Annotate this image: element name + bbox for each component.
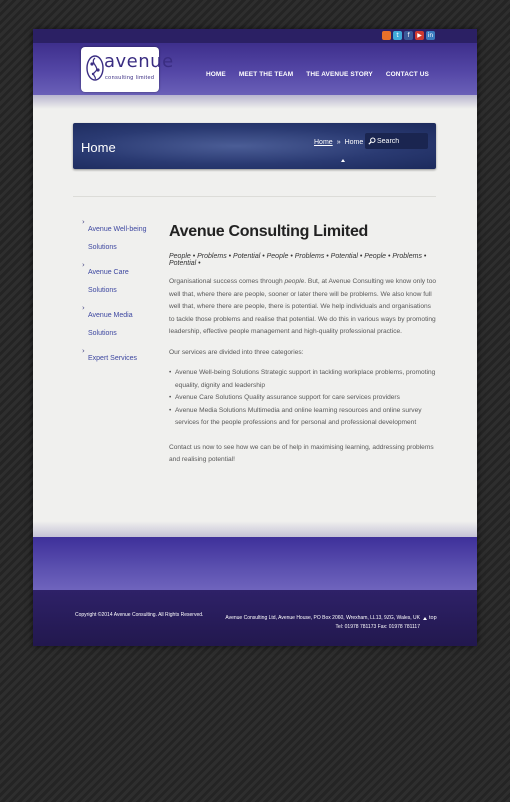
logo-name: avenue bbox=[104, 51, 174, 72]
service-text: Avenue Well-being Solutions Strategic support in tackling workplace problems, promoting equality, dignity and leadership bbox=[175, 369, 436, 389]
services-list bbox=[169, 367, 437, 430]
sidebar-item-label[interactable]: Avenue Care Solutions bbox=[88, 269, 129, 294]
page-title-bar bbox=[73, 123, 436, 169]
footer-address bbox=[225, 614, 420, 632]
arrow-up-icon bbox=[423, 617, 427, 620]
logo-mark-icon bbox=[86, 55, 104, 81]
sidebar-item-care[interactable] bbox=[82, 261, 152, 297]
content-title: Avenue Consulting Limited bbox=[169, 223, 369, 240]
breadcrumb-separator: » bbox=[336, 139, 341, 146]
sidebar-item-expert-services[interactable] bbox=[82, 347, 152, 365]
address-line: Avenue Consulting Ltd, Avenue House, PO Box 2060, Wrexham, LL13, 9ZG, Wales, UK bbox=[225, 615, 420, 621]
copyright: Copyright ©2014 Avenue Consulting. All Rights Reserved. bbox=[75, 612, 204, 618]
chevron-right-icon: › bbox=[82, 304, 85, 312]
rss-icon[interactable] bbox=[382, 31, 391, 40]
linkedin-icon[interactable]: in bbox=[427, 32, 434, 39]
twitter-icon[interactable]: t bbox=[393, 31, 402, 40]
search-icon[interactable] bbox=[368, 137, 376, 145]
bullet-icon: • bbox=[169, 394, 172, 401]
service-text: Avenue Media Solutions Multimedia and online learning resources and online survey services for the people professions and for personal and professional development bbox=[175, 406, 422, 426]
bullet-icon: • bbox=[169, 369, 172, 376]
intro-emphasis: people bbox=[284, 278, 305, 285]
service-text: Avenue Care Solutions Quality assurance support for care services providers bbox=[175, 394, 400, 401]
sidebar-item-label[interactable]: Expert Services bbox=[88, 355, 138, 362]
youtube-icon[interactable]: ▶ bbox=[415, 31, 424, 40]
list-item bbox=[169, 405, 437, 430]
content-divider bbox=[73, 196, 436, 197]
breadcrumb-indicator-icon bbox=[341, 159, 345, 162]
breadcrumb-current: Home bbox=[344, 139, 364, 146]
chevron-right-icon: › bbox=[82, 261, 85, 269]
main-content bbox=[169, 223, 437, 467]
footer bbox=[33, 590, 477, 646]
list-item bbox=[169, 392, 437, 405]
facebook-icon[interactable]: f bbox=[404, 31, 413, 40]
page-title: Home bbox=[81, 140, 116, 155]
back-to-top-link[interactable] bbox=[423, 615, 437, 621]
sidebar-item-label[interactable]: Avenue Media Solutions bbox=[88, 312, 133, 337]
purple-band bbox=[33, 537, 477, 590]
search-box[interactable] bbox=[365, 133, 428, 149]
back-to-top-label[interactable]: top bbox=[429, 615, 437, 621]
chevron-right-icon: › bbox=[82, 218, 85, 226]
main-nav bbox=[206, 71, 429, 78]
tagline: People • Problems • Potential • People • Problems • Potential • People • Problems • Potential • bbox=[169, 253, 427, 267]
chevron-right-icon: › bbox=[82, 347, 85, 355]
intro-paragraph bbox=[169, 276, 437, 339]
logo-subtitle: consulting limited bbox=[105, 75, 155, 81]
call-to-action: Contact us now to see how we can be of help in maximising learning, addressing problems and realising potential! bbox=[169, 443, 434, 463]
phone-line: Tel: 01978 781173 Fax: 01978 781117 bbox=[335, 624, 420, 630]
search-input[interactable] bbox=[377, 135, 427, 147]
sidebar-item-media[interactable] bbox=[82, 304, 152, 340]
site-container bbox=[33, 29, 477, 646]
bullet-icon: • bbox=[169, 406, 172, 414]
breadcrumb bbox=[314, 139, 363, 146]
nav-avenue-story[interactable]: THE AVENUE STORY bbox=[306, 71, 373, 78]
breadcrumb-home-link[interactable]: Home bbox=[314, 139, 333, 146]
social-strip bbox=[33, 29, 477, 43]
intro-text-start: Organisational success comes through bbox=[169, 278, 285, 285]
band-fade bbox=[33, 521, 477, 537]
nav-home[interactable]: HOME bbox=[205, 71, 226, 78]
sidebar bbox=[82, 218, 152, 372]
nav-contact-us[interactable]: CONTACT US bbox=[385, 71, 429, 78]
sidebar-item-well-being[interactable] bbox=[82, 218, 152, 254]
services-intro: Our services are divided into three categories: bbox=[169, 348, 304, 356]
nav-meet-the-team[interactable]: MEET THE TEAM bbox=[238, 71, 294, 78]
header-fade bbox=[33, 95, 477, 109]
social-links bbox=[382, 31, 435, 40]
logo[interactable] bbox=[81, 47, 174, 92]
list-item bbox=[169, 367, 437, 392]
sidebar-item-label[interactable]: Avenue Well-being Solutions bbox=[88, 226, 147, 251]
intro-text-end: . But, at Avenue Consulting we know only too well that, where there are people, sooner or later there will be problems. We also know full well that, where there are people, there is potential. We help individuals and organisations to tackle those problems and realise that potential. We do this in various ways by promoting leadership, effective people management and high-quality professional practice. bbox=[169, 278, 437, 335]
